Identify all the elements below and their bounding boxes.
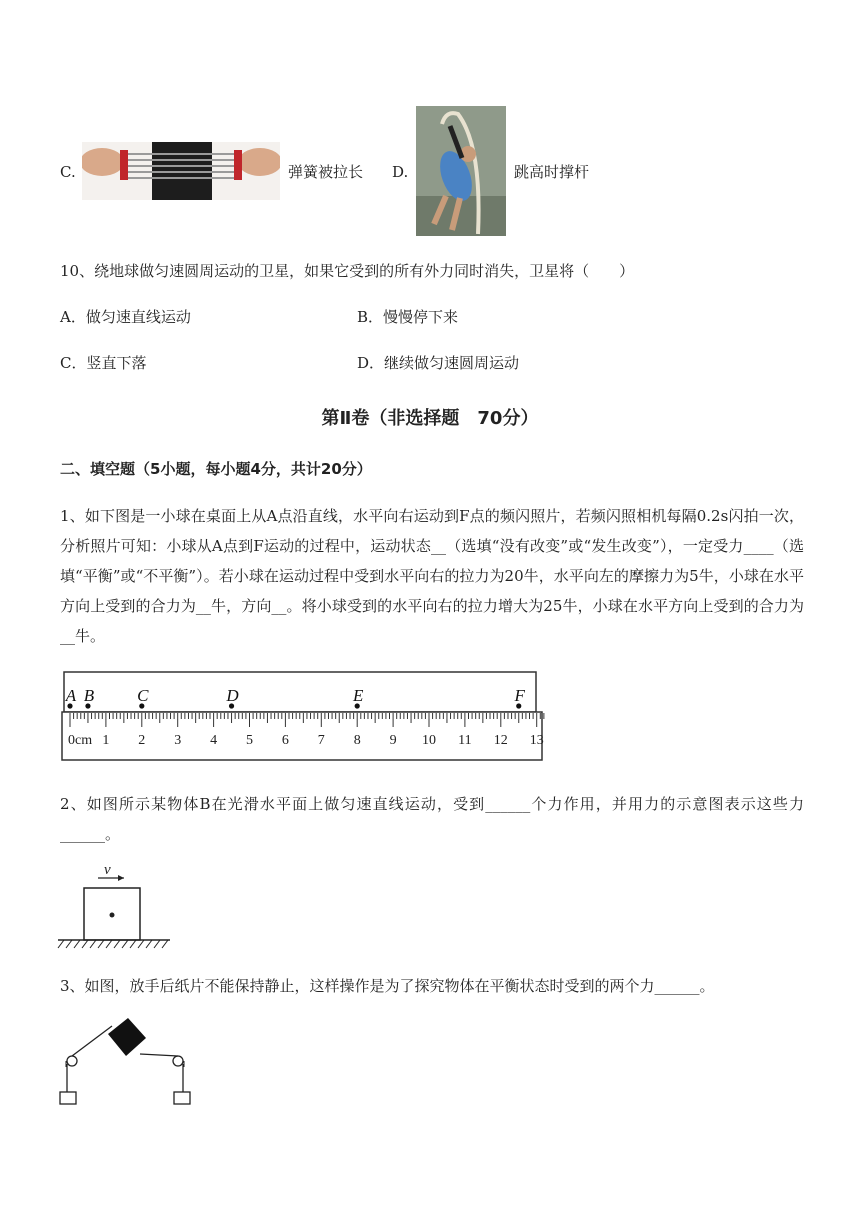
ruler-label-4: 4 — [210, 733, 218, 748]
ruler-label-0cm: 0cm — [68, 733, 93, 748]
point-c-label: C — [137, 686, 149, 705]
right-pulley — [173, 1056, 183, 1066]
left-string — [72, 1026, 112, 1056]
fill-question-3: 3、如图，放手后纸片不能保持静止，这样操作是为了探究物体在平衡状态时受到的两个力______。 — [60, 977, 715, 995]
right-string — [140, 1054, 178, 1056]
ruler-diagram — [58, 668, 548, 766]
question-10-option-b: B．慢慢停下来 — [357, 308, 459, 326]
ruler-label-2: 2 — [138, 733, 146, 748]
photo-strip — [64, 672, 536, 712]
ruler-label-10: 10 — [422, 733, 436, 748]
card-pulley-diagram — [56, 1014, 196, 1106]
point-e-label: E — [353, 686, 364, 705]
left-pulley — [67, 1056, 77, 1066]
question-10-option-c: C．竖直下落 — [60, 354, 147, 372]
option-c-letter: C. — [60, 163, 76, 181]
paper-card — [108, 1018, 146, 1056]
left-weight — [60, 1092, 76, 1104]
point-f-label: F — [514, 686, 525, 705]
point-b-label: B — [83, 686, 95, 705]
question-10-option-d: D．继续做匀速圆周运动 — [357, 354, 520, 372]
spring-exerciser-image — [82, 142, 280, 200]
right-weight — [174, 1092, 190, 1104]
ruler-label-6: 6 — [281, 733, 289, 748]
option-d-letter: D. — [392, 163, 409, 181]
ruler-label-11: 11 — [458, 733, 472, 748]
ruler-label-8: 8 — [353, 733, 361, 748]
ruler-label-12: 12 — [493, 733, 508, 748]
question-10-option-a: A．做匀速直线运动 — [60, 308, 191, 326]
section-2-header: 二、填空题（5小题，每小题4分，共计20分） — [60, 460, 372, 478]
point-a-label: A — [65, 686, 77, 705]
pole-vault-image — [416, 106, 506, 236]
fill-question-2: 2、如图所示某物体B在光滑水平面上做匀速直线运动，受到______个力作用，并用力的示意图表示这些力______。 — [60, 795, 804, 843]
velocity-label: v — [104, 862, 111, 878]
option-d-text: 跳高时撑杆 — [514, 163, 590, 181]
question-10-stem: 10、绕地球做匀速圆周运动的卫星，如果它受到的所有外力同时消失，卫星将（ ） — [60, 262, 635, 280]
fill-question-1: 1、如下图是一小球在桌面上从A点沿直线，水平向右运动到F点的频闪照片，若频闪照相机每隔0.2s闪拍一次，分析照片可知：小球从A点到F运动的过程中，运动状态__（选填“没有改变”或“发生改变”），一定受力____（选填“平衡”或“不平衡”）。若小球在运动过程中受到水平向右的拉力为20牛，水平向左的摩擦力为5牛，小球在水平方向上受到的合力为__牛，方向__。将小球受到的水平向右的拉力增大为25牛，小球在水平方向上受到的合力为__牛。 — [60, 507, 804, 645]
ruler-label-7: 7 — [317, 733, 325, 748]
part-2-title: 第Ⅱ卷（非选择题 70分） — [321, 408, 539, 429]
point-d-label: D — [226, 686, 239, 705]
ruler-label-9: 9 — [389, 733, 397, 748]
ruler-label-5: 5 — [246, 733, 253, 748]
option-c-text: 弹簧被拉长 — [288, 163, 364, 181]
block-center-dot — [110, 913, 115, 918]
ruler-label-13: 13 — [529, 733, 544, 748]
block-on-surface-diagram — [56, 860, 176, 952]
ruler-label-1: 1 — [102, 733, 110, 748]
ruler-label-3: 3 — [174, 733, 182, 748]
